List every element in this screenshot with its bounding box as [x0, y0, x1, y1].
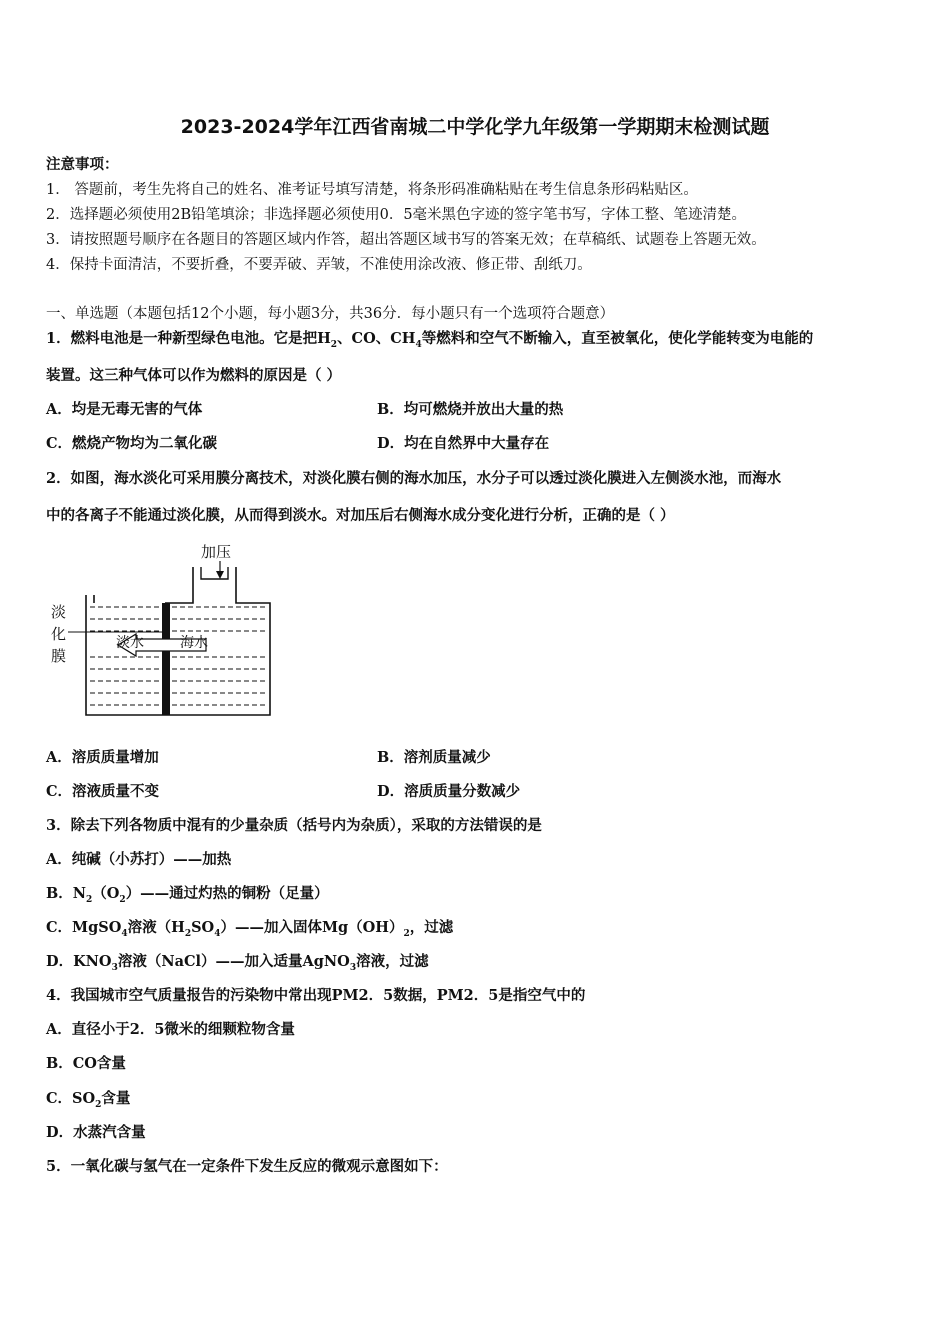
- q3-b-c: ）——通过灼热的铜粉（足量）: [125, 885, 329, 902]
- q3-d-s2: 3: [349, 962, 357, 973]
- q4-c-b: 含量: [101, 1090, 131, 1107]
- page-title: 2023-2024学年江西省南城二中学化学九年级第一学期期末检测试题: [180, 116, 770, 138]
- membrane: [162, 603, 170, 715]
- notice-item-3: 3．请按照题号顺序在各题目的答题区域内作答，超出答题区域书写的答案无效；在草稿纸、试题卷上答题无效。: [46, 232, 766, 248]
- q4-option-c: [46, 1087, 130, 1110]
- q4-option-b: B．CO含量: [46, 1055, 126, 1072]
- q3-option-b: [46, 882, 329, 905]
- q3-b-b: （O: [92, 885, 120, 902]
- q3-b-s1: 2: [86, 894, 93, 905]
- q2-option-a: A．溶质质量增加: [46, 749, 159, 766]
- q4-option-d: D．水蒸汽含量: [46, 1124, 146, 1141]
- q3-d-a: D．KNO: [46, 953, 112, 970]
- q3-c-s1: 4: [121, 928, 128, 939]
- desalination-svg: [46, 537, 286, 727]
- q3-c-s2: 2: [184, 928, 192, 939]
- q1-option-c: C．燃烧产物均为二氧化碳: [46, 435, 218, 452]
- q3-b-a: B．N: [46, 885, 87, 902]
- q3-b-s2: 2: [119, 894, 126, 905]
- q2-option-d: D．溶质质量分数减少: [377, 783, 521, 800]
- section-heading: 一、单选题（本题包括12个小题，每小题3分，共36分．每小题只有一个选项符合题意）: [46, 306, 615, 322]
- q2-stem-line2: 中的各离子不能通过淡化膜，从而得到淡水。对加压后右侧海水成分变化进行分析，正确的是（ ）: [46, 507, 675, 524]
- q3-c-b: 溶液（H: [127, 919, 185, 936]
- q1-sub-b: 4: [415, 339, 422, 350]
- q4-stem: 4．我国城市空气质量报告的污染物中常出现PM2．5数据，PM2．5是指空气中的: [46, 987, 586, 1004]
- q3-d-c: 溶液，过滤: [356, 953, 429, 970]
- membrane-label-3: 膜: [51, 647, 67, 665]
- q3-c-d: ）——加入固体Mg（OH）: [220, 919, 404, 936]
- water-lines: [90, 607, 266, 705]
- q1-stem-line1: [46, 327, 813, 350]
- q1-option-d: D．均在自然界中大量存在: [377, 435, 550, 452]
- pressure-label: 加压: [201, 543, 232, 561]
- q3-stem: 3．除去下列各物质中混有的少量杂质（括号内为杂质），采取的方法错误的是: [46, 817, 542, 834]
- q1-option-a: A．均是无毒无害的气体: [46, 401, 203, 418]
- q2-option-b: B．溶剂质量减少: [377, 749, 491, 766]
- pressure-arrow-head: [216, 571, 224, 579]
- desalination-diagram: [46, 537, 286, 727]
- q3-c-e: ，过滤: [409, 919, 454, 936]
- q1-option-b: B．均可燃烧并放出大量的热: [377, 401, 564, 418]
- q3-option-a: A．纯碱（小苏打）——加热: [46, 851, 232, 868]
- piston: [201, 567, 228, 579]
- q3-d-s1: 3: [111, 962, 118, 973]
- q1-stem-line2: 装置。这三种气体可以作为燃料的原因是（ ）: [46, 367, 342, 384]
- q5-stem: 5．一氧化碳与氢气在一定条件下发生反应的微观示意图如下：: [46, 1158, 448, 1175]
- notice-item-1: 1． 答题前，考生先将自己的姓名、准考证号填写清楚，将条形码准确粘贴在考生信息条形码粘贴区。: [46, 182, 698, 198]
- q3-c-a: C．MgSO: [46, 919, 122, 936]
- notice-item-4: 4．保持卡面清洁，不要折叠，不要弄破、弄皱，不准使用涂改液、修正带、刮纸刀。: [46, 257, 592, 273]
- membrane-label-2: 化: [51, 625, 67, 643]
- q1-sub-a: 2: [330, 339, 338, 350]
- fresh-water-label: 淡水: [116, 635, 144, 651]
- q1-stem-c: 等燃料和空气不断输入，直至被氧化，使化学能转变为电能的: [421, 330, 814, 347]
- q4-option-a: A．直径小于2．5微米的细颗粒物含量: [46, 1021, 295, 1038]
- q3-option-c: [46, 916, 453, 939]
- q1-stem-b: 、CO、CH: [337, 330, 416, 347]
- q2-stem-line1: 2．如图，海水淡化可采用膜分离技术，对淡化膜右侧的海水加压，水分子可以透过淡化膜进入左侧淡水池，而海水: [46, 470, 782, 487]
- q3-d-b: 溶液（NaCl）——加入适量AgNO: [117, 953, 350, 970]
- notice-item-2: 2．选择题必须使用2B铅笔填涂；非选择题必须使用0．5毫米黑色字迹的签字笔书写，字体工整、笔迹清楚。: [46, 207, 747, 223]
- q4-c-a: C．SO: [46, 1090, 96, 1107]
- sea-water-label: 海水: [180, 635, 208, 651]
- q4-c-s: 2: [95, 1099, 102, 1110]
- membrane-label-1: 淡: [51, 603, 67, 621]
- q1-stem-a: 1．燃料电池是一种新型绿色电池。它是把H: [46, 330, 331, 347]
- q3-c-s4: 2: [403, 928, 410, 939]
- q2-option-c: C．溶液质量不变: [46, 783, 160, 800]
- notice-heading: 注意事项：: [46, 156, 119, 173]
- q3-c-c: SO: [191, 919, 215, 936]
- q3-option-d: [46, 950, 429, 973]
- q3-c-s3: 4: [214, 928, 221, 939]
